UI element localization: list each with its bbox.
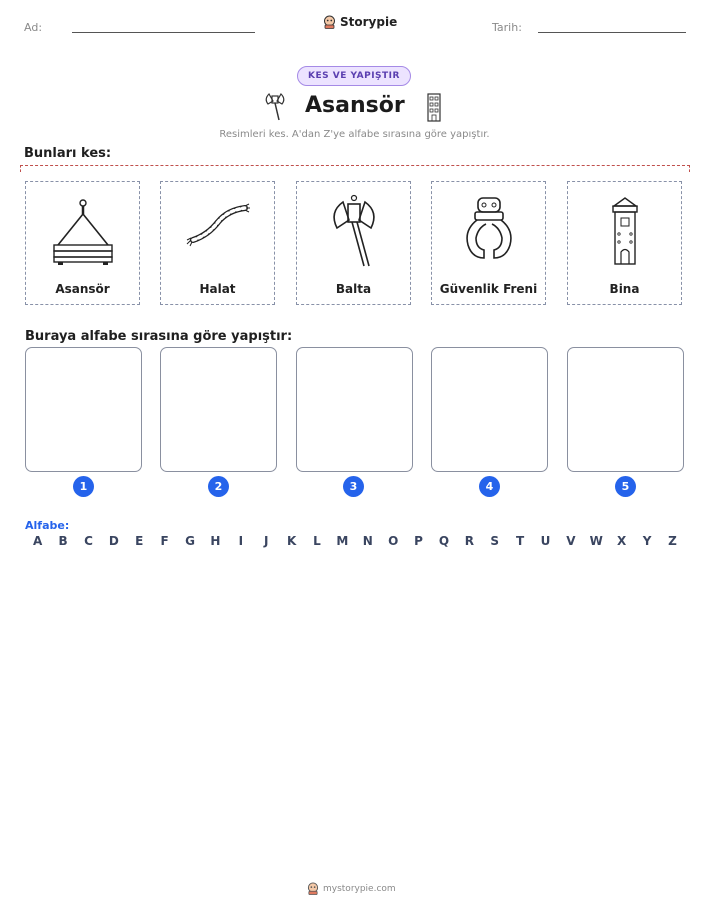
- date-line[interactable]: [538, 32, 686, 33]
- alphabet-letter: Q: [438, 534, 450, 548]
- number-badge-5: 5: [615, 476, 636, 497]
- alphabet-letter: P: [414, 534, 423, 548]
- card-label: Halat: [199, 282, 236, 296]
- alphabet-letter: I: [238, 534, 244, 548]
- paste-box-5[interactable]: [567, 347, 684, 472]
- axe-title-icon: [262, 90, 288, 126]
- alphabet-letter: H: [210, 534, 221, 548]
- alphabet-letter: Y: [642, 534, 652, 548]
- alphabet-letter: F: [160, 534, 169, 548]
- alphabet-letter: W: [589, 534, 603, 548]
- building-icon: [590, 190, 660, 270]
- cut-line: [20, 165, 690, 172]
- alphabet-letter: B: [58, 534, 68, 548]
- alphabet-letter: M: [336, 534, 349, 548]
- alphabet-letter: A: [33, 534, 43, 548]
- cut-card-guvenlik-freni[interactable]: [431, 181, 546, 305]
- alphabet-letter: K: [286, 534, 297, 548]
- activity-badge: KES VE YAPIŞTIR: [297, 66, 411, 86]
- name-line[interactable]: [72, 32, 255, 33]
- alphabet-letter: D: [108, 534, 119, 548]
- storypie-mascot-icon: [323, 15, 336, 29]
- card-label: Balta: [335, 282, 372, 296]
- alphabet-letter: T: [516, 534, 525, 548]
- alphabet-letter: X: [617, 534, 627, 548]
- alphabet-letter: V: [566, 534, 576, 548]
- cut-card-balta[interactable]: [296, 181, 411, 305]
- number-badge-1: 1: [73, 476, 94, 497]
- cut-card-bina[interactable]: [567, 181, 682, 305]
- number-badge-3: 3: [343, 476, 364, 497]
- rope-icon: [183, 190, 253, 270]
- alphabet-row: [25, 534, 685, 548]
- page-title: Asansör: [305, 93, 405, 118]
- alphabet-letter: Z: [668, 534, 677, 548]
- cut-card-halat[interactable]: [160, 181, 275, 305]
- safety-brake-icon: [454, 190, 524, 270]
- alphabet-letter: O: [388, 534, 399, 548]
- cut-card-asansor[interactable]: [25, 181, 140, 305]
- number-badge-4: 4: [479, 476, 500, 497]
- alphabet-letter: S: [490, 534, 500, 548]
- elevator-platform-icon: [48, 190, 118, 270]
- alphabet-heading: Alfabe:: [25, 519, 70, 532]
- alphabet-letter: E: [135, 534, 144, 548]
- brand-logo: [323, 15, 397, 29]
- cut-heading: Bunları kes:: [24, 146, 112, 161]
- footer: [307, 882, 396, 895]
- alphabet-letter: R: [464, 534, 474, 548]
- alphabet-letter: J: [263, 534, 269, 548]
- paste-box-3[interactable]: [296, 347, 413, 472]
- paste-heading: Buraya alfabe sırasına göre yapıştır:: [25, 329, 293, 344]
- alphabet-letter: G: [185, 534, 195, 548]
- paste-box-4[interactable]: [431, 347, 548, 472]
- alphabet-letter: L: [313, 534, 321, 548]
- name-label: Ad:: [24, 21, 43, 34]
- alphabet-letter: C: [84, 534, 93, 548]
- building-title-icon: [425, 92, 443, 126]
- footer-url[interactable]: mystorypie.com: [323, 883, 396, 894]
- alphabet-letter: N: [362, 534, 373, 548]
- storypie-mascot-icon: [307, 882, 319, 895]
- card-label: Bina: [609, 282, 640, 296]
- axe-icon: [319, 190, 389, 270]
- paste-box-1[interactable]: [25, 347, 142, 472]
- card-label: Asansör: [55, 282, 110, 296]
- number-badge-2: 2: [208, 476, 229, 497]
- paste-box-2[interactable]: [160, 347, 277, 472]
- alphabet-letter: U: [540, 534, 551, 548]
- instructions: Resimleri kes. A'dan Z'ye alfabe sırasına göre yapıştır.: [219, 129, 490, 140]
- brand-name: Storypie: [340, 15, 398, 29]
- card-label: Güvenlik Freni: [439, 282, 538, 296]
- date-label: Tarih:: [492, 21, 522, 34]
